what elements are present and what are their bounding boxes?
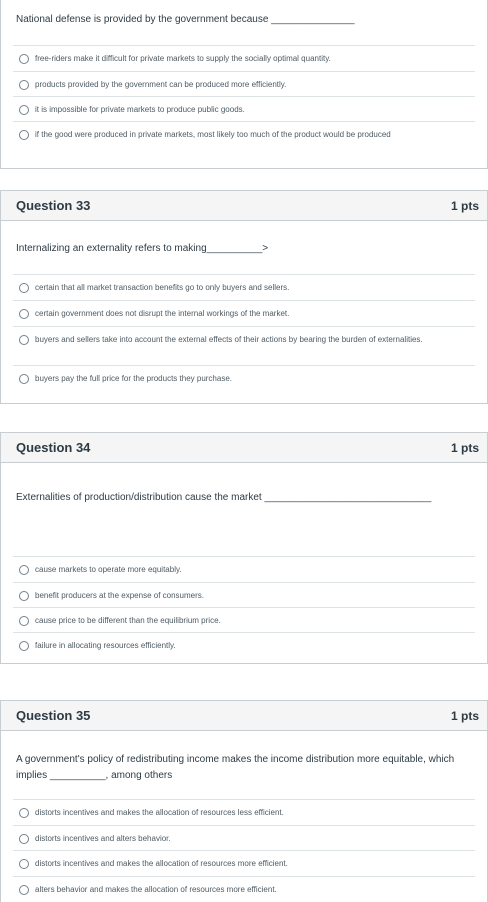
question-35-text: A government's policy of redistributing income makes the income distribution more equitable, which implies __________, among others: [16, 754, 455, 781]
question-32-text: National defense is provided by the government because _______________: [16, 14, 355, 25]
question-33-text: Internalizing an externality refers to making__________>: [16, 243, 269, 254]
radio-button-icon[interactable]: [19, 834, 29, 844]
question-33-option-2[interactable]: certain government does not disrupt the internal workings of the market.: [13, 300, 475, 325]
question-34-option-2[interactable]: benefit producers at the expense of consumers.: [13, 582, 475, 607]
question-32-option-1[interactable]: free-riders make it difficult for private markets to supply the socially optimal quantity.: [13, 45, 475, 70]
question-35-card: [0, 700, 488, 902]
question-33-option-3[interactable]: buyers and sellers take into account the external effects of their actions by bearing the burden of externalities.: [13, 326, 475, 364]
question-32-option-4[interactable]: if the good were produced in private markets, most likely too much of the product would be produced: [13, 121, 475, 146]
question-34-header: [1, 433, 487, 463]
question-35-header: [1, 701, 487, 731]
question-33-card: [0, 190, 488, 404]
question-title: Question 35: [16, 708, 91, 723]
question-35-option-3[interactable]: distorts incentives and makes the allocation of resources more efficient.: [13, 850, 475, 875]
radio-button-icon[interactable]: [19, 105, 29, 115]
question-title: Question 34: [16, 440, 91, 455]
question-34-option-4[interactable]: failure in allocating resources efficiently.: [13, 632, 475, 657]
question-34-text: Externalities of production/distribution cause the market ______________________________: [16, 492, 432, 503]
question-34-card: [0, 432, 488, 664]
question-32-option-2[interactable]: products provided by the government can be produced more efficiently.: [13, 71, 475, 96]
question-33-option-1[interactable]: certain that all market transaction benefits go to only buyers and sellers.: [13, 274, 475, 299]
question-33-header: [1, 191, 487, 221]
radio-button-icon[interactable]: [19, 374, 29, 384]
radio-button-icon[interactable]: [19, 859, 29, 869]
question-33-option-4[interactable]: buyers pay the full price for the products they purchase.: [13, 365, 475, 390]
question-points: 1 pts: [450, 198, 479, 213]
radio-button-icon[interactable]: [19, 808, 29, 818]
radio-button-icon[interactable]: [19, 54, 29, 64]
question-34-option-1[interactable]: cause markets to operate more equitably.: [13, 556, 475, 581]
radio-button-icon[interactable]: [19, 283, 29, 293]
radio-button-icon[interactable]: [19, 130, 29, 140]
question-title: Question 33: [16, 198, 91, 213]
question-35-option-2[interactable]: distorts incentives and alters behavior.: [13, 825, 475, 850]
radio-button-icon[interactable]: [19, 335, 29, 345]
radio-button-icon[interactable]: [19, 309, 29, 319]
question-points: 1 pts: [450, 708, 479, 723]
radio-button-icon[interactable]: [19, 80, 29, 90]
radio-button-icon[interactable]: [19, 641, 29, 651]
radio-button-icon[interactable]: [19, 565, 29, 575]
radio-button-icon[interactable]: [19, 885, 29, 895]
question-points: 1 pts: [450, 440, 479, 455]
radio-button-icon[interactable]: [19, 616, 29, 626]
radio-button-icon[interactable]: [19, 591, 29, 601]
question-35-option-1[interactable]: distorts incentives and makes the allocation of resources less efficient.: [13, 799, 475, 824]
question-34-option-3[interactable]: cause price to be different than the equilibrium price.: [13, 607, 475, 632]
question-32-card: [0, 0, 488, 169]
question-32-option-3[interactable]: it is impossible for private markets to produce public goods.: [13, 96, 475, 121]
question-35-option-4[interactable]: alters behavior and makes the allocation of resources more efficient.: [13, 876, 475, 901]
